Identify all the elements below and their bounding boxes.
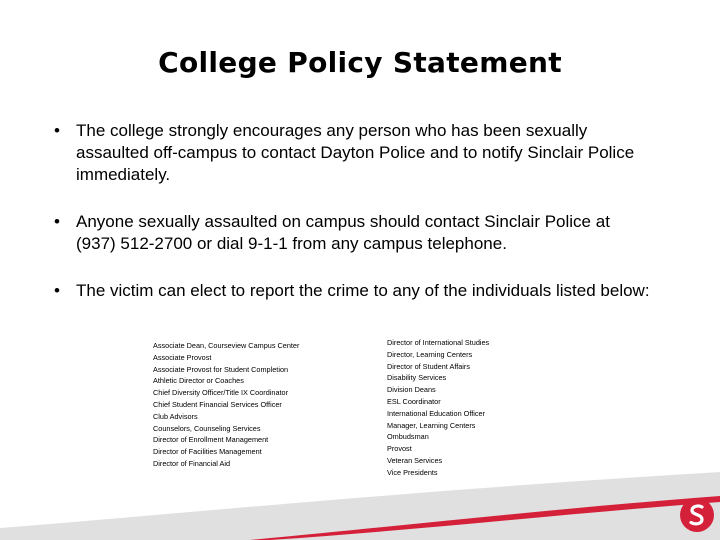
- bullet-marker: •: [54, 121, 60, 140]
- list-item: Director of Financial Aid: [153, 458, 231, 468]
- bullet-text: The victim can elect to report the crime to any of the individuals listed below:: [76, 281, 650, 300]
- list-item: Director, Learning Centers: [387, 349, 473, 359]
- list-item: Division Deans: [387, 385, 436, 395]
- list-item: International Education Officer: [387, 408, 486, 418]
- list-item: Director of Student Affairs: [387, 361, 471, 371]
- list-item: ESL Coordinator: [387, 396, 441, 406]
- individuals-list-right: [387, 337, 489, 479]
- sinclair-s-logo-icon: [679, 497, 715, 533]
- bullet-list: [54, 120, 654, 302]
- bullet-marker: •: [54, 281, 60, 300]
- list-item: Disability Services: [387, 373, 447, 383]
- bullet-text: Anyone sexually assaulted on campus should contact Sinclair Police at (937) 512-2700 or dial 9-1-1 from any campus telephone.: [76, 212, 610, 253]
- list-item: Chief Student Financial Services Officer: [153, 399, 282, 409]
- list-item: Vice Presidents: [387, 467, 438, 477]
- footer-swoosh: [0, 472, 720, 540]
- list-item: Associate Provost for Student Completion: [153, 364, 289, 374]
- slide-title: College Policy Statement: [158, 46, 562, 79]
- list-item: Counselors, Counseling Services: [153, 423, 261, 433]
- list-item: Provost: [387, 444, 412, 454]
- list-item: Manager, Learning Centers: [387, 420, 476, 430]
- bullet-item: [54, 211, 654, 255]
- list-item: Ombudsman: [387, 432, 429, 442]
- list-item: Director of International Studies: [387, 338, 490, 347]
- bullet-text: The college strongly encourages any person who has been sexually assaulted off-campus to contact Dayton Police and to notify Sinclair Police immediately.: [76, 121, 635, 184]
- list-item: Club Advisors: [153, 411, 198, 421]
- list-item: Veteran Services: [387, 455, 443, 465]
- list-item: Associate Dean, Courseview Campus Center: [153, 341, 300, 350]
- list-item: Chief Diversity Officer/Title IX Coordinator: [153, 388, 289, 398]
- list-item: Director of Enrollment Management: [153, 435, 269, 445]
- list-item: Associate Provost: [153, 352, 212, 362]
- bullet-item: [54, 280, 654, 302]
- list-item: Director of Facilities Management: [153, 447, 262, 457]
- individuals-list-left: [153, 340, 299, 470]
- bullet-marker: •: [54, 212, 60, 231]
- bullet-item: [54, 120, 654, 186]
- list-item: Athletic Director or Coaches: [153, 376, 244, 386]
